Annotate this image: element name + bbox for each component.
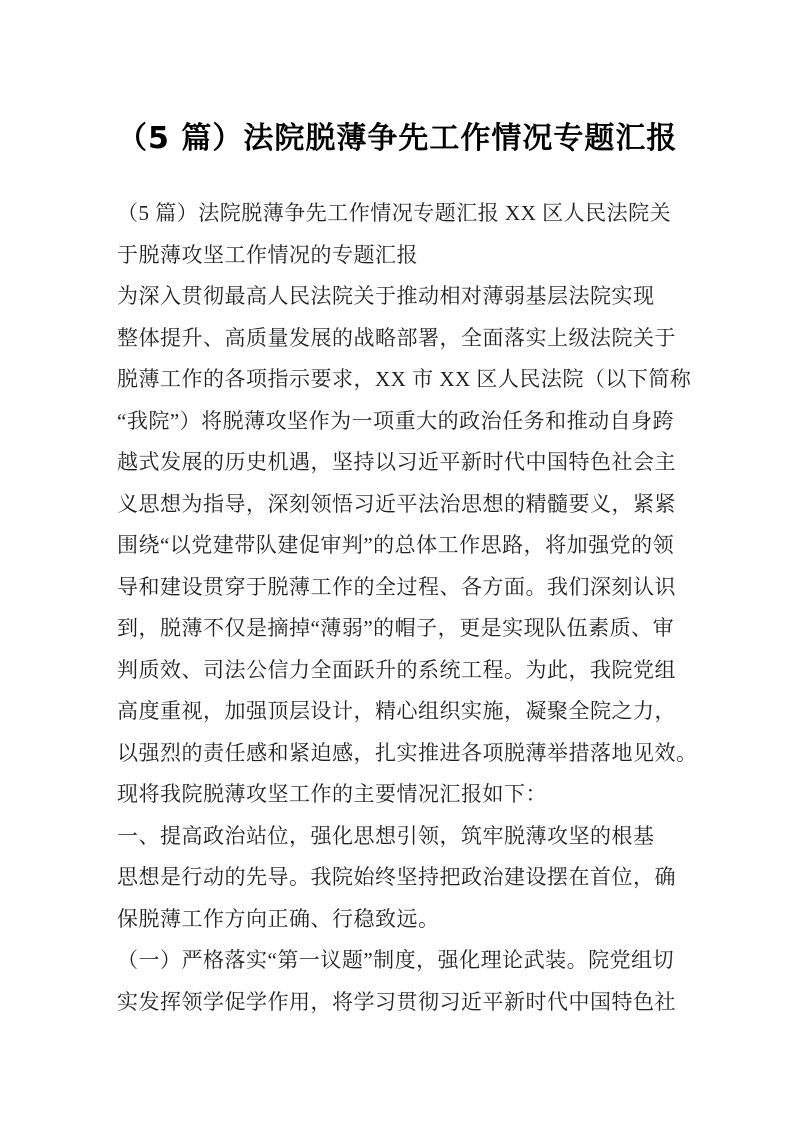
text-line: 越式发展的历史机遇，坚持以习近平新时代中国特色社会主 [117, 450, 676, 474]
text-line: 整体提升、高质量发展的战略部署，全面落实上级法院关于 [117, 325, 676, 350]
text-line: 判质效、司法公信力全面跃升的系统工程。为此，我院党组 [117, 657, 676, 682]
text-line: 现将我院脱薄攻坚工作的主要情况汇报如下： [117, 782, 547, 806]
text-line: “我院”）将脱薄攻坚作为一项重大的政治任务和推动自身跨 [117, 408, 675, 433]
text-line: 保脱薄工作方向正确、行稳致远。 [117, 906, 440, 931]
text-line: 实发挥领学促学作用，将学习贯彻习近平新时代中国特色社 [117, 989, 676, 1014]
text-line: 围绕“以党建带队建促审判”的总体工作思路，将加强党的领 [117, 533, 675, 557]
text-line: （一）严格落实“第一议题”制度，强化理论武装。院党组切 [117, 948, 675, 972]
text-line: 为深入贯彻最高人民法院关于推动相对薄弱基层法院实现 [117, 284, 655, 308]
text-line: 于脱薄攻坚工作情况的专题汇报 [117, 242, 418, 267]
text-line: 到，脱薄不仅是摘掉“薄弱”的帽子，更是实现队伍素质、审 [117, 616, 675, 640]
text-line: 高度重视，加强顶层设计，精心组织实施，凝聚全院之力， [117, 699, 676, 723]
text-line: 脱薄工作的各项指示要求，XX 市 XX 区人民法院（以下简称 [117, 367, 692, 391]
text-line: （5 篇）法院脱薄争先工作情况专题汇报 XX 区人民法院关 [117, 201, 672, 225]
text-line: 义思想为指导，深刻领悟习近平法治思想的精髓要义，紧紧 [117, 491, 676, 516]
text-line: 导和建设贯穿于脱薄工作的全过程、各方面。我们深刻认识 [117, 574, 676, 599]
text-line: 一、提高政治站位，强化思想引领，筑牢脱薄攻坚的根基 [117, 823, 655, 848]
text-line: 以强烈的责任感和紧迫感，扎实推进各项脱薄举措落地见效。 [117, 740, 698, 765]
text-line: 思想是行动的先导。我院始终坚持把政治建设摆在首位，确 [117, 865, 676, 889]
document-body [117, 193, 698, 1023]
document-title: （5 篇）法院脱薄争先工作情况专题汇报 [117, 121, 678, 156]
